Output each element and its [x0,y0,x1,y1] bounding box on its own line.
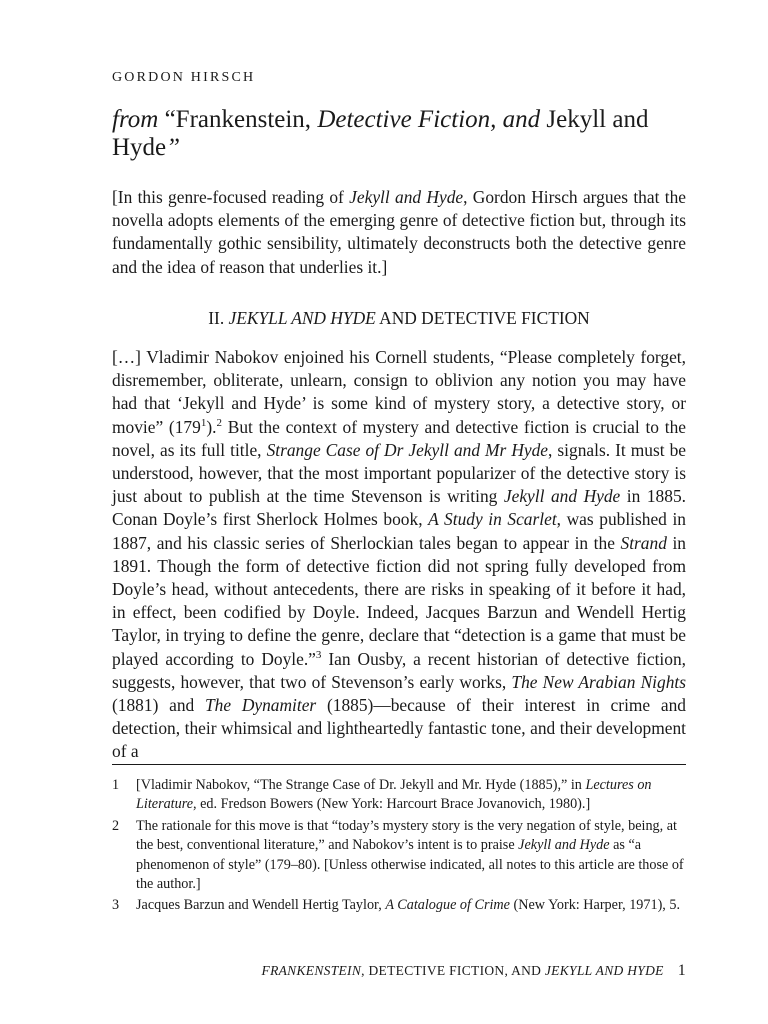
body-text-segment: in 1891. Though the form of detective fiction did not spring fully developed from Doyle’s head, without antecedents, there are risks in speaking of it before it had, in effect, been codified by Doyle. Indeed, Jacques Barzun and Wendell Hertig Taylor, in trying to define the genre, declare that “detection is a game that must be played according to Doyle.” [112,532,687,669]
page-number: 1 [677,962,686,979]
footnote-text: , ed. Fredson Bowers (New York: Harcourt Brace Jovanovich, 1980).] [193,796,591,813]
body-italic: The Dynamiter [204,695,317,716]
footnote-number: 2 [112,817,120,834]
footnote-text: Jacques Barzun and Wendell Hertig Taylor, [136,897,386,914]
footnote [112,896,686,915]
body-text-segment: But the context of mystery and detective fiction is crucial to the novel, as its full title, [112,416,686,460]
body-italic: The New Arabian Nights [511,671,686,692]
intro-text-2: , Gordon Hirsch argues that the novella adopts elements of the emerging genre of detective fiction but, through its fundamentally gothic sensibility, ultimately deconstructs both the detective genre and the idea of reason that underlies it.] [112,187,686,277]
title-part1: Frankenstein, [175,106,318,133]
body-italic: A Study in Scarlet [428,509,557,530]
footnote-divider [112,764,686,765]
title-part2: Detective Fiction, and [317,106,547,133]
footnote-text: [Vladimir Nabokov, “The Strange Case of Dr. Jekyll and Mr. Hyde (1885),” in [136,777,586,793]
body-text-segment: Ian Ousby, a recent historian of detective fiction, suggests, however, that two of Stevenson’s early works, [112,648,686,692]
section-heading [112,308,686,329]
footnote [112,776,686,815]
body-text-segment: (1881) and [112,695,205,716]
body-text-segment: , signals. It must be understood, however, that the most important popularizer of the detective story is just about to publish at the time Stevenson is writing [112,439,686,507]
body-italic: Strange Case of Dr Jekyll and Mr Hyde [266,439,549,460]
title-from: from [112,106,159,133]
footnote-ref: 1 [200,416,207,429]
footer-text: , DETECTIVE FICTION, AND [361,963,545,978]
footnote-text: as “a phenomenon of style” (179–80). [Unless otherwise indicated, all notes to this article are those of the author.] [136,837,684,893]
footnote-italic: Jekyll and Hyde [518,837,610,854]
document-page [112,0,686,1024]
body-paragraph [112,346,686,764]
body-text-segment: in 1885. Conan Doyle’s first Sherlock Holmes book, [112,486,686,530]
footnote-number: 3 [112,897,120,914]
footnote-ref: 2 [216,416,222,429]
section-number: II. [208,308,229,328]
title-close-quote: ” [166,134,181,161]
body-text-segment: , was published in 1887, and his classic series of Sherlockian tales began to appear in the [112,509,687,553]
body-text-segment: (1885)—because of their interest in crime and detection, their whimsical and lightheartedly fantastic tone, and their development of a [112,695,687,762]
section-italic: JEKYLL AND HYDE [228,308,376,328]
author-name: GORDON HIRSCH [112,70,256,85]
footnote [112,817,686,895]
footer-italic: FRANKENSTEIN [261,963,362,978]
footer-italic: JEKYLL AND HYDE [544,963,664,978]
footnote-italic: A Catalogue of Crime [385,897,510,914]
intro-italic-1: Jekyll and Hyde [349,187,464,207]
article-title [112,106,686,162]
intro-text-1: [In this genre-focused reading of [112,187,350,207]
footnote-number: 1 [112,777,120,793]
footnotes [112,776,686,918]
body-text-segment: ). [206,416,217,437]
footnote-italic: Lectures on Literature [136,777,652,813]
body-italic: Jekyll and Hyde [503,486,621,507]
editorial-intro [112,186,686,279]
footnote-text: The rationale for this move is that “today’s mystery story is the very negation of style, being, at the best, conventional literature,” and Nabokov’s intent is to praise [136,817,677,854]
running-footer [262,962,686,980]
section-rest: AND DETECTIVE FICTION [375,308,590,328]
footnote-text: (New York: Harper, 1971), 5. [509,897,681,914]
body-text-segment: […] Vladimir Nabokov enjoined his Cornell students, “Please completely forget, disremember, obliterate, unlearn, consign to oblivion any notion you may have had that ‘Jekyll and Hyde’ is some kind of mystery story, a detective story, or movie” (179 [112,347,686,437]
title-part3: Jekyll and Hyde [112,106,649,161]
title-open-quote: “ [158,106,176,133]
body-italic: Strand [620,532,667,553]
footnote-ref: 3 [315,648,322,661]
